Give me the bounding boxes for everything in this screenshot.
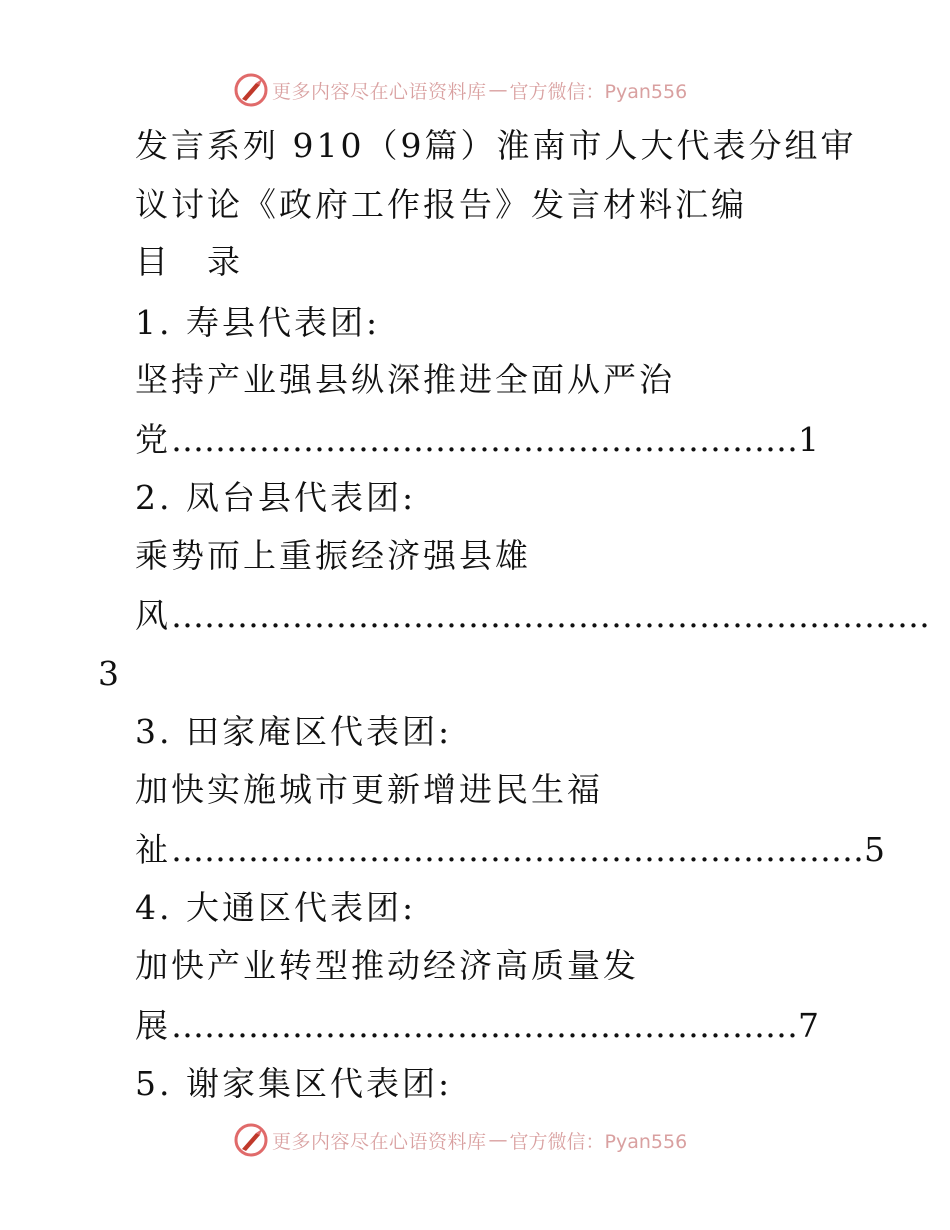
- watermark-text: 更多内容尽在心语资料库: [272, 1130, 487, 1153]
- toc-entry-1-page: 1: [798, 420, 822, 459]
- quill-logo-icon: [234, 1123, 268, 1157]
- watermark-contact: 官方微信：Pyan556: [509, 1130, 688, 1153]
- toc-entry-4-leader: …………………………………………………: [171, 1006, 798, 1045]
- toc-entry-2-group: 2. 凤台县代表团:: [135, 478, 417, 517]
- document-title-line-1: 发言系列 910（9篇）淮南市人大代表分组审: [135, 126, 857, 165]
- watermark-text: 更多内容尽在心语资料库: [272, 80, 487, 103]
- toc-entry-2-page: 3: [98, 654, 122, 693]
- toc-entry-1-title-end: 党: [135, 420, 171, 459]
- toc-entry-4-title-end: 展: [135, 1006, 171, 1045]
- toc-entry-1-group: 1. 寿县代表团:: [135, 303, 381, 342]
- toc-entry-2-title: 乘势而上重振经济强县雄: [135, 536, 531, 575]
- toc-entry-3-group: 3. 田家庵区代表团:: [135, 712, 453, 751]
- toc-entry-3-link[interactable]: [135, 830, 888, 870]
- document-title-line-2: 议讨论《政府工作报告》发言材料汇编: [135, 185, 747, 224]
- toc-entry-4-link[interactable]: [135, 1006, 822, 1046]
- toc-entry-3-title-end: 祉: [135, 830, 171, 869]
- watermark-bottom: [234, 1122, 687, 1158]
- toc-entry-5-group: 5. 谢家集区代表团:: [135, 1064, 453, 1103]
- watermark-dash: —: [488, 1129, 508, 1151]
- toc-entry-3-leader: ………………………………………………………: [171, 830, 864, 869]
- toc-entry-1-link[interactable]: [135, 420, 822, 460]
- watermark-top: [234, 72, 687, 108]
- toc-entry-2-link[interactable]: [135, 596, 930, 636]
- toc-entry-4-title: 加快产业转型推动经济高质量发: [135, 946, 639, 985]
- watermark-contact: 官方微信：Pyan556: [509, 80, 688, 103]
- toc-heading: 目 录: [135, 242, 243, 281]
- quill-logo-icon: [234, 73, 268, 107]
- toc-entry-4-page: 7: [798, 1006, 822, 1045]
- toc-entry-2-leader: ……………………………………………………………: [171, 596, 930, 635]
- toc-entry-1-title: 坚持产业强县纵深推进全面从严治: [135, 360, 675, 399]
- toc-entry-3-page: 5: [864, 830, 888, 869]
- toc-entry-4-group: 4. 大通区代表团:: [135, 888, 417, 927]
- toc-entry-2-title-end: 风: [135, 596, 171, 635]
- toc-entry-3-title: 加快实施城市更新增进民生福: [135, 770, 603, 809]
- watermark-dash: —: [488, 79, 508, 101]
- toc-entry-1-leader: …………………………………………………: [171, 420, 798, 459]
